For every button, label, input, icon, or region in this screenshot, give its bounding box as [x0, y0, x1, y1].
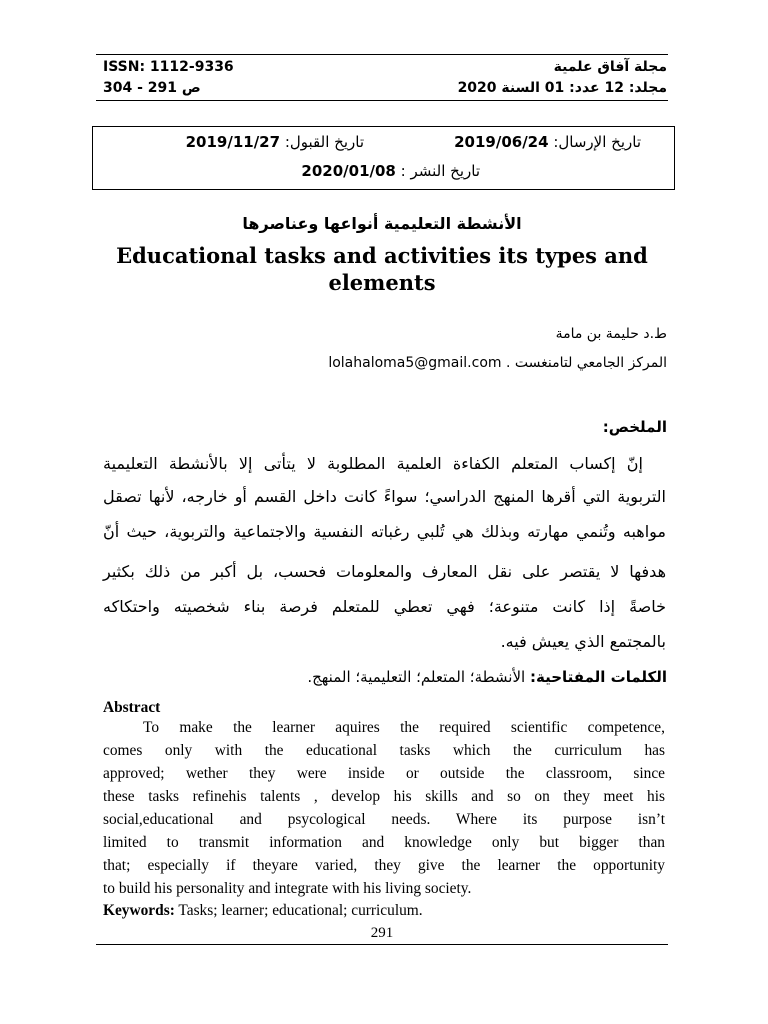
english-abstract-line: social,educational and psycological needs. Where its purpose isn’t — [103, 811, 665, 828]
sent-value: 2019/06/24 — [454, 133, 549, 151]
affiliation-text: المركز الجامعي لتامنغست . — [505, 355, 667, 371]
arabic-keywords-list: الأنشطة؛ المتعلم؛ التعليمية؛ المنهج. — [307, 668, 526, 686]
arabic-abstract-heading: الملخص: — [602, 418, 667, 436]
english-abstract-line: To make the learner aquires the required scientific competence, — [143, 719, 665, 736]
header-top-rule — [96, 54, 668, 55]
volume-issue: مجلد: 12 عدد: 01 السنة 2020 — [457, 80, 667, 96]
author-name: ط.د حليمة بن مامة — [555, 326, 667, 342]
arabic-keywords — [307, 668, 667, 686]
english-abstract-line: comes only with the educational tasks which the curriculum has — [103, 742, 665, 759]
arabic-abstract-line: بالمجتمع الذي يعيش فيه. — [500, 632, 666, 651]
author-email[interactable]: lolahaloma5@gmail.com — [328, 355, 502, 371]
arabic-abstract-line: مواهبه وتُنمي مهارته وبذلك هي تُلبي رغباته النفسية والاجتماعية والتربوية، حيث أنّ — [103, 522, 666, 541]
title-english-line1: Educational tasks and activities its types and — [116, 243, 648, 268]
accepted-value: 2019/11/27 — [185, 133, 281, 151]
page-range: ص 291 - 304 — [103, 80, 201, 96]
author-affiliation — [328, 355, 667, 371]
sent-date — [454, 133, 641, 151]
english-abstract-line: limited to transmit information and knowledge only but bigger than — [103, 834, 665, 851]
accepted-date — [186, 133, 364, 151]
sent-label: تاريخ الإرسال: — [553, 133, 641, 151]
english-abstract-line: these tasks refinehis talents , develop his skills and so on they meet his — [103, 788, 665, 805]
published-label: تاريخ النشر : — [400, 162, 480, 180]
arabic-abstract-line: التربوية التي أقرها المنهج الدراسي؛ سواءً كانت داخل القسم أو خارجه، لأنها تصقل — [103, 487, 666, 506]
english-abstract-line: that; especially if theyare varied, they give the learner the opportunity — [103, 857, 665, 874]
english-keywords-list: Tasks; learner; educational; curriculum. — [178, 902, 423, 919]
published-date — [301, 162, 480, 180]
dates-box — [92, 126, 675, 190]
page-number: 291 — [370, 925, 394, 941]
accepted-label: تاريخ القبول: — [284, 133, 364, 151]
header-bottom-rule — [96, 100, 668, 101]
english-abstract-heading: Abstract — [103, 699, 161, 716]
title-arabic: الأنشطة التعليمية أنواعها وعناصرها — [242, 214, 522, 233]
english-abstract-line: approved; wether they were inside or outside the classroom, since — [103, 765, 665, 782]
footer-rule — [96, 944, 668, 945]
english-abstract-line: to build his personality and integrate with his living society. — [103, 880, 472, 897]
arabic-abstract-line: هدفها لا يقتصر على نقل المعارف والمعلومات فحسب، بل أكبر من ذلك بكثير — [103, 562, 666, 581]
journal-name: مجلة آفاق علمية — [553, 59, 667, 75]
arabic-abstract-line: خاصةً إذا كانت متنوعة؛ فهي تعطي للمتعلم فرصة بناء شخصيته واحتكاكه — [103, 597, 666, 616]
arabic-abstract-line: إنّ إكساب المتعلم الكفاءة العلمية المطلوبة لا يتأتى إلا بالأنشطة التعليمية — [103, 454, 643, 473]
english-keywords — [103, 902, 665, 920]
title-english — [96, 242, 668, 296]
arabic-keywords-label: الكلمات المفتاحية: — [529, 668, 667, 686]
title-english-line2: elements — [328, 270, 436, 295]
published-value: 2020/01/08 — [301, 162, 396, 180]
english-keywords-label: Keywords: — [103, 902, 175, 919]
issn: ISSN: 1112-9336 — [103, 59, 234, 75]
